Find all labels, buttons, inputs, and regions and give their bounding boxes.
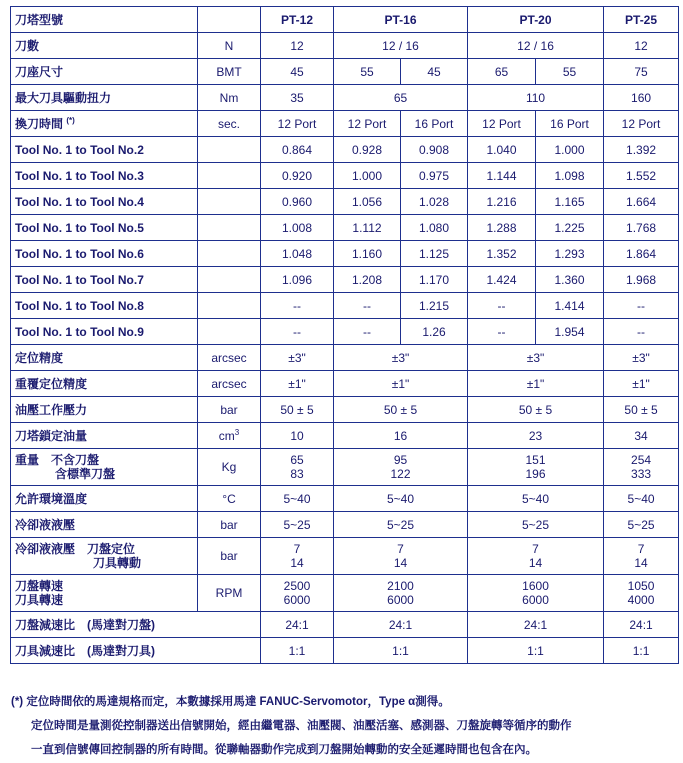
table-cell xyxy=(261,538,334,575)
table-cell: 12 / 16 xyxy=(468,33,604,59)
knives-row xyxy=(11,33,679,59)
model-header: PT-20 xyxy=(468,7,604,33)
cell-line: 196 xyxy=(525,467,546,481)
unit-cell xyxy=(198,267,261,293)
tool-row xyxy=(11,189,679,215)
table-cell: 12 Port xyxy=(334,111,401,137)
table-cell: 0.908 xyxy=(401,137,468,163)
coolant-row xyxy=(11,512,679,538)
table-cell: 1.000 xyxy=(334,163,401,189)
table-cell: 5~25 xyxy=(468,512,604,538)
table-cell xyxy=(604,538,679,575)
cell-line: 6000 xyxy=(522,593,549,607)
unit-cell: Kg xyxy=(198,449,261,486)
unit-cell: BMT xyxy=(198,59,261,85)
cell-line: 14 xyxy=(393,556,408,570)
temp-row xyxy=(11,486,679,512)
cell-line: 14 xyxy=(290,556,304,570)
tool-row xyxy=(11,293,679,319)
row-label: Tool No. 1 to Tool No.6 xyxy=(11,241,198,267)
table-cell: 45 xyxy=(401,59,468,85)
row-label: 刀數 xyxy=(11,33,198,59)
cell-line: 7 xyxy=(293,542,301,556)
table-cell: 1.424 xyxy=(468,267,536,293)
header-label: 刀塔型號 xyxy=(11,7,198,33)
table-cell xyxy=(334,538,468,575)
table-cell: 5~40 xyxy=(604,486,679,512)
table-cell: 23 xyxy=(468,423,604,449)
cell-line: 65 xyxy=(290,453,304,467)
table-cell: -- xyxy=(261,319,334,345)
cell-line: 254 xyxy=(631,453,652,467)
cell-line: 6000 xyxy=(283,593,311,607)
table-cell: 0.920 xyxy=(261,163,334,189)
unit-cell: °C xyxy=(198,486,261,512)
cell-line: 2500 xyxy=(283,579,311,593)
unit-cell: N xyxy=(198,33,261,59)
table-cell: 75 xyxy=(604,59,679,85)
row-label xyxy=(11,538,198,575)
tool-row xyxy=(11,137,679,163)
cell-line: 6000 xyxy=(387,593,414,607)
unit-cell xyxy=(198,215,261,241)
table-cell: 1.098 xyxy=(536,163,604,189)
unit-cell: RPM xyxy=(198,575,261,612)
row-label xyxy=(11,449,198,486)
table-cell: ±1" xyxy=(604,371,679,397)
table-cell: 0.960 xyxy=(261,189,334,215)
table-cell: ±3" xyxy=(261,345,334,371)
row-label xyxy=(11,575,198,612)
table-cell: 1.000 xyxy=(536,137,604,163)
cell-line: 刀具轉動 xyxy=(93,556,142,570)
unit-cell xyxy=(198,423,261,449)
table-cell: 34 xyxy=(604,423,679,449)
positioning-row xyxy=(11,345,679,371)
table-cell: 1.160 xyxy=(334,241,401,267)
row-label: Tool No. 1 to Tool No.5 xyxy=(11,215,198,241)
cell-line: 含標準刀盤 xyxy=(55,467,116,481)
table-cell: 1.112 xyxy=(334,215,401,241)
cell-line: 14 xyxy=(634,556,648,570)
table-cell: ±3" xyxy=(468,345,604,371)
footnote-3: 一直到信號傳回控制器的所有時間。從聯軸器動作完成到刀盤開始轉動的安全延遲時間也包含在內。 xyxy=(31,744,537,756)
table-cell xyxy=(334,575,468,612)
unit-cell: arcsec xyxy=(198,371,261,397)
row-label: 重覆定位精度 xyxy=(11,371,198,397)
table-cell: 50 ± 5 xyxy=(334,397,468,423)
table-cell: 1.125 xyxy=(401,241,468,267)
table-cell: 0.975 xyxy=(401,163,468,189)
footnote-2: 定位時間是量測從控制器送出信號開始，經由繼電器、油壓閥、油壓活塞、感測器、刀盤旋轉等循序的動作 xyxy=(31,720,572,732)
table-cell: 35 xyxy=(261,85,334,111)
cell-line: 1600 xyxy=(522,579,549,593)
table-cell xyxy=(604,449,679,486)
table-cell: 12 / 16 xyxy=(334,33,468,59)
change-time-row xyxy=(11,111,679,137)
table-cell: 1.170 xyxy=(401,267,468,293)
table-cell: ±1" xyxy=(261,371,334,397)
table-cell: -- xyxy=(334,319,401,345)
table-cell: 1.288 xyxy=(468,215,536,241)
table-cell xyxy=(468,538,604,575)
row-label: 刀座尺寸 xyxy=(11,59,198,85)
unit-cell: arcsec xyxy=(198,345,261,371)
table-cell: 5~25 xyxy=(334,512,468,538)
tool-row xyxy=(11,241,679,267)
table-cell: 50 ± 5 xyxy=(261,397,334,423)
pressure-row xyxy=(11,397,679,423)
table-cell: 5~40 xyxy=(334,486,468,512)
table-cell xyxy=(261,449,334,486)
table-cell: 0.928 xyxy=(334,137,401,163)
tool-row xyxy=(11,163,679,189)
cell-line: 95 xyxy=(393,453,408,467)
footnotes xyxy=(11,690,679,762)
table-cell: 24:1 xyxy=(334,612,468,638)
unit-cell xyxy=(198,293,261,319)
spec-table xyxy=(10,6,679,664)
table-cell: 1.216 xyxy=(468,189,536,215)
table-cell: 12 Port xyxy=(604,111,679,137)
table-cell: 0.864 xyxy=(261,137,334,163)
row-label: Tool No. 1 to Tool No.7 xyxy=(11,267,198,293)
table-cell: 24:1 xyxy=(261,612,334,638)
table-cell: 1.225 xyxy=(536,215,604,241)
table-cell: 1.552 xyxy=(604,163,679,189)
unit-cell xyxy=(198,319,261,345)
tool-row xyxy=(11,267,679,293)
tool-row xyxy=(11,319,679,345)
unit-cell: bar xyxy=(198,538,261,575)
table-cell: 55 xyxy=(536,59,604,85)
cell-line: 刀盤轉速 xyxy=(15,579,64,593)
table-cell: 1.048 xyxy=(261,241,334,267)
table-cell: 1.414 xyxy=(536,293,604,319)
unit-cell xyxy=(198,137,261,163)
table-cell xyxy=(468,449,604,486)
table-cell: ±3" xyxy=(604,345,679,371)
table-cell: 16 Port xyxy=(536,111,604,137)
table-cell: 5~25 xyxy=(261,512,334,538)
table-cell: 1:1 xyxy=(334,638,468,664)
table-cell: ±3" xyxy=(334,345,468,371)
row-label: 刀具減速比 (馬達對刀具) xyxy=(11,638,261,664)
footnote-mark: (*) xyxy=(66,115,75,125)
table-cell: 1:1 xyxy=(468,638,604,664)
cell-line: 14 xyxy=(528,556,543,570)
unit-cell xyxy=(198,241,261,267)
header-row xyxy=(11,7,679,33)
table-cell: 1.352 xyxy=(468,241,536,267)
table-cell: 1.26 xyxy=(401,319,468,345)
table-cell: 24:1 xyxy=(604,612,679,638)
cell-line: 122 xyxy=(390,467,411,481)
table-cell: 12 Port xyxy=(261,111,334,137)
unit-cell: bar xyxy=(198,397,261,423)
row-label: 允許環境溫度 xyxy=(11,486,198,512)
unit-cell xyxy=(198,163,261,189)
table-cell: 5~40 xyxy=(261,486,334,512)
row-label: Tool No. 1 to Tool No.3 xyxy=(11,163,198,189)
table-cell: 1.768 xyxy=(604,215,679,241)
cell-line: 7 xyxy=(532,542,539,556)
unit-cell: bar xyxy=(198,512,261,538)
table-cell: 65 xyxy=(334,85,468,111)
table-cell: 45 xyxy=(261,59,334,85)
table-cell: 1.144 xyxy=(468,163,536,189)
row-label-text: 換刀時間 xyxy=(15,116,64,131)
footnote-1: (*) 定位時間依的馬達規格而定，本數據採用馬達 FANUC-Servomotor，Type α測得。 xyxy=(11,696,450,708)
table-cell: 160 xyxy=(604,85,679,111)
seat-row xyxy=(11,59,679,85)
ratio2-row xyxy=(11,638,679,664)
row-label: 刀塔鎖定油量 xyxy=(11,423,198,449)
unit-superscript: 3 xyxy=(234,427,240,437)
table-cell: 1.080 xyxy=(401,215,468,241)
weight-row xyxy=(11,449,679,486)
table-cell: 12 xyxy=(261,33,334,59)
row-label: 定位精度 xyxy=(11,345,198,371)
table-cell: -- xyxy=(604,293,679,319)
table-cell xyxy=(261,575,334,612)
header-blank xyxy=(198,7,261,33)
table-cell: 1.056 xyxy=(334,189,401,215)
cell-line: 83 xyxy=(290,467,304,481)
table-cell: 1.360 xyxy=(536,267,604,293)
table-cell: 1:1 xyxy=(261,638,334,664)
table-cell: 55 xyxy=(334,59,401,85)
table-cell: 65 xyxy=(468,59,536,85)
tool-row xyxy=(11,215,679,241)
cell-line: 2100 xyxy=(387,579,414,593)
table-cell xyxy=(604,575,679,612)
table-cell: -- xyxy=(468,293,536,319)
table-cell: 1.215 xyxy=(401,293,468,319)
table-cell: 1.968 xyxy=(604,267,679,293)
table-cell: -- xyxy=(604,319,679,345)
cell-line: 4000 xyxy=(627,593,655,607)
table-cell: 16 Port xyxy=(401,111,468,137)
unit-cell xyxy=(198,189,261,215)
table-cell: 50 ± 5 xyxy=(468,397,604,423)
row-label: Tool No. 1 to Tool No.2 xyxy=(11,137,198,163)
table-cell xyxy=(468,575,604,612)
table-cell: 1.664 xyxy=(604,189,679,215)
model-header: PT-16 xyxy=(334,7,468,33)
row-label xyxy=(11,111,198,137)
row-label: Tool No. 1 to Tool No.8 xyxy=(11,293,198,319)
table-cell: 12 xyxy=(604,33,679,59)
table-cell: 5~25 xyxy=(604,512,679,538)
table-cell: 1.293 xyxy=(536,241,604,267)
table-cell: 16 xyxy=(334,423,468,449)
table-cell: 1.392 xyxy=(604,137,679,163)
table-cell: ±1" xyxy=(334,371,468,397)
table-cell: 12 Port xyxy=(468,111,536,137)
row-label: 刀盤減速比 (馬達對刀盤) xyxy=(11,612,261,638)
table-cell: 1.008 xyxy=(261,215,334,241)
table-cell: 1:1 xyxy=(604,638,679,664)
table-cell: 1.096 xyxy=(261,267,334,293)
table-cell xyxy=(334,449,468,486)
table-cell: 1.954 xyxy=(536,319,604,345)
table-cell: 1.040 xyxy=(468,137,536,163)
table-cell: 1.864 xyxy=(604,241,679,267)
cell-line: 7 xyxy=(397,542,404,556)
cell-line: 151 xyxy=(525,453,546,467)
cell-line: 冷卻液液壓 刀盤定位 xyxy=(15,542,136,556)
table-cell: 1.165 xyxy=(536,189,604,215)
torque-row xyxy=(11,85,679,111)
table-cell: -- xyxy=(261,293,334,319)
cell-line: 刀具轉速 xyxy=(15,593,64,607)
oil-row xyxy=(11,423,679,449)
unit-cell: sec. xyxy=(198,111,261,137)
table-cell: -- xyxy=(468,319,536,345)
cell-line: 重量 不含刀盤 xyxy=(15,453,100,467)
repeat-row xyxy=(11,371,679,397)
unit-cell: Nm xyxy=(198,85,261,111)
table-cell: ±1" xyxy=(468,371,604,397)
ratio1-row xyxy=(11,612,679,638)
cell-line: 7 xyxy=(637,542,645,556)
table-cell: 1.208 xyxy=(334,267,401,293)
cell-line: 333 xyxy=(631,467,652,481)
table-cell: 110 xyxy=(468,85,604,111)
table-cell: -- xyxy=(334,293,401,319)
table-cell: 10 xyxy=(261,423,334,449)
table-cell: 5~40 xyxy=(468,486,604,512)
row-label: Tool No. 1 to Tool No.4 xyxy=(11,189,198,215)
table-cell: 50 ± 5 xyxy=(604,397,679,423)
table-cell: 1.028 xyxy=(401,189,468,215)
row-label: Tool No. 1 to Tool No.9 xyxy=(11,319,198,345)
row-label: 油壓工作壓力 xyxy=(11,397,198,423)
coolant2-row xyxy=(11,538,679,575)
table-cell: 24:1 xyxy=(468,612,604,638)
model-header: PT-25 xyxy=(604,7,679,33)
unit-text: cm xyxy=(218,428,235,443)
row-label: 最大刀具驅動扭力 xyxy=(11,85,198,111)
row-label: 冷卻液液壓 xyxy=(11,512,198,538)
rpm-row xyxy=(11,575,679,612)
cell-line: 1050 xyxy=(627,579,655,593)
model-header: PT-12 xyxy=(261,7,334,33)
